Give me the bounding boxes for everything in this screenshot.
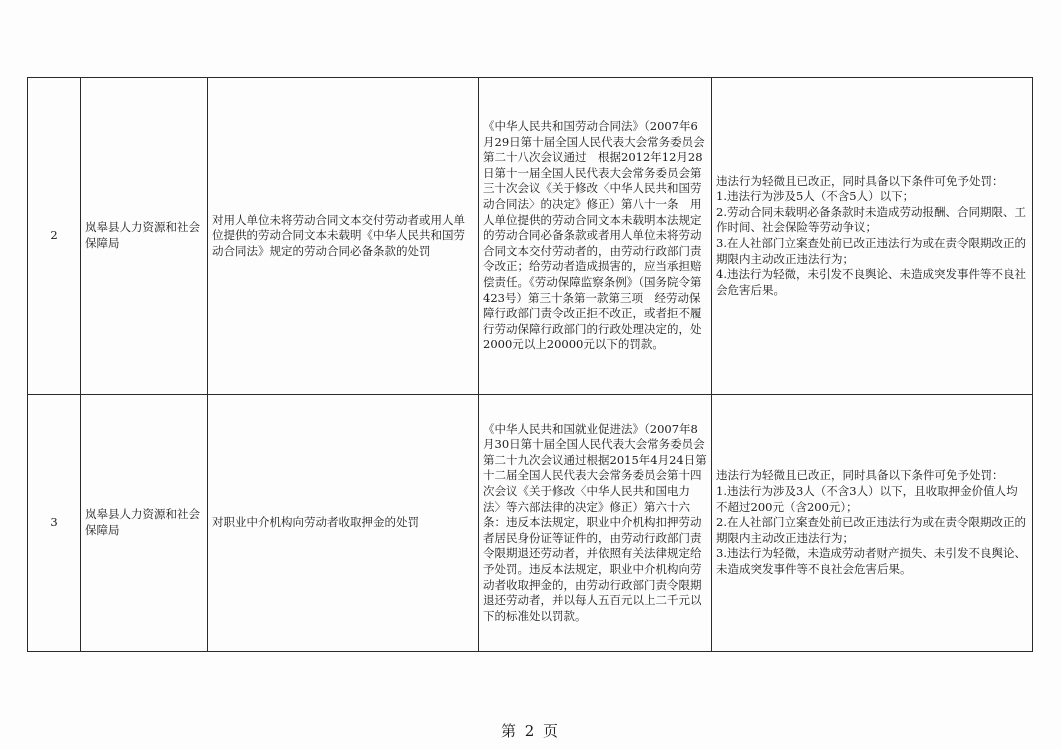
exemption-conditions-cell [712,395,1033,652]
condition-line: 4.违法行为轻微，未引发不良舆论、未造成突发事件等不良社会危害后果。 [716,267,1026,297]
page-number: 第 2 页 [500,722,561,740]
condition-line: 2.劳动合同未载明必备条款时未造成劳动报酬、合同期限、工作时间、社会保险等劳动争议； [716,204,1026,235]
condition-line: 1.违法行为涉及3人（不含3人）以下，且收取押金价值人均不超过200元（含200元）； [716,484,1018,514]
condition-line: 3.违法行为轻微，未造成劳动者财产损失、未引发不良舆论、未造成突发事件等不良社会危害后果。 [716,546,1026,576]
exemption-conditions-cell [712,78,1033,395]
table-row [28,395,1033,652]
table-row [28,78,1033,395]
department-cell: 岚皋县人力资源和社会保障局 [81,78,208,395]
row-number: 3 [28,395,81,652]
condition-line: 1.违法行为涉及5人（不含5人）以下； [716,189,915,204]
penalty-exemption-table [27,77,1033,652]
legal-basis-cell: 《中华人民共和国就业促进法》（2007年8月30日第十届全国人民代表大会常务委员会第二十九次会议通过根据2015年4月24日第十二届全国人民代表大会常务委员会第十四次会议《关于修改〈中华人民共和国电力法〉等六部法律的决定》修正）第六十六条：违反本法规定，职业中介机构扣押劳动者居民身份证等证件的，由劳动行政部门责令限期退还劳动者，并依照有关法律规定给予处罚。违反本法规定，职业中介机构向劳动者收取押金的，由劳动行政部门责令限期退还劳动者，并以每人五百元以上二千元以下的标准处以罚款。 [479,395,712,652]
violation-item-cell: 对职业中介机构向劳动者收取押金的处罚 [208,395,479,652]
condition-line: 违法行为轻微且已改正，同时具备以下条件可免予处罚： [716,173,1004,188]
violation-item-cell: 对用人单位未将劳动合同文本交付劳动者或用人单位提供的劳动合同文本未载明《中华人民共和国劳动合同法》规定的劳动合同必备条款的处罚 [208,78,479,395]
condition-line: 违法行为轻微且已改正，同时具备以下条件可免予处罚： [716,468,1004,483]
condition-line: 2.在人社部门立案查处前已改正违法行为或在责令限期改正的期限内主动改正违法行为； [716,515,1026,545]
row-number: 2 [28,78,81,395]
condition-line: 3.在人社部门立案查处前已改正违法行为或在责令限期改正的期限内主动改正违法行为； [716,236,1026,266]
legal-basis-cell: 《中华人民共和国劳动合同法》（2007年6月29日第十届全国人民代表大会常务委员会第二十八次会议通过 根据2012年12月28日第十一届全国人民代表大会常务委员会第三十次会议《关于修改〈中华人民共和国劳动合同法〉的决定》修正）第八十一条 用人单位提供的劳动合同文本未载明本法规定的劳动合同必备条款或者用人单位未将劳动合同文本交付劳动者的，由劳动行政部门责令改正；给劳动者造成损害的，应当承担赔偿责任。《劳动保障监察条例》（国务院令第423号）第三十条第一款第三项 经劳动保障行政部门责令改正拒不改正，或者拒不履行劳动保障行政部门的行政处理决定的，处2000元以上20000元以下的罚款。 [479,78,712,395]
department-cell: 岚皋县人力资源和社会保障局 [81,395,208,652]
